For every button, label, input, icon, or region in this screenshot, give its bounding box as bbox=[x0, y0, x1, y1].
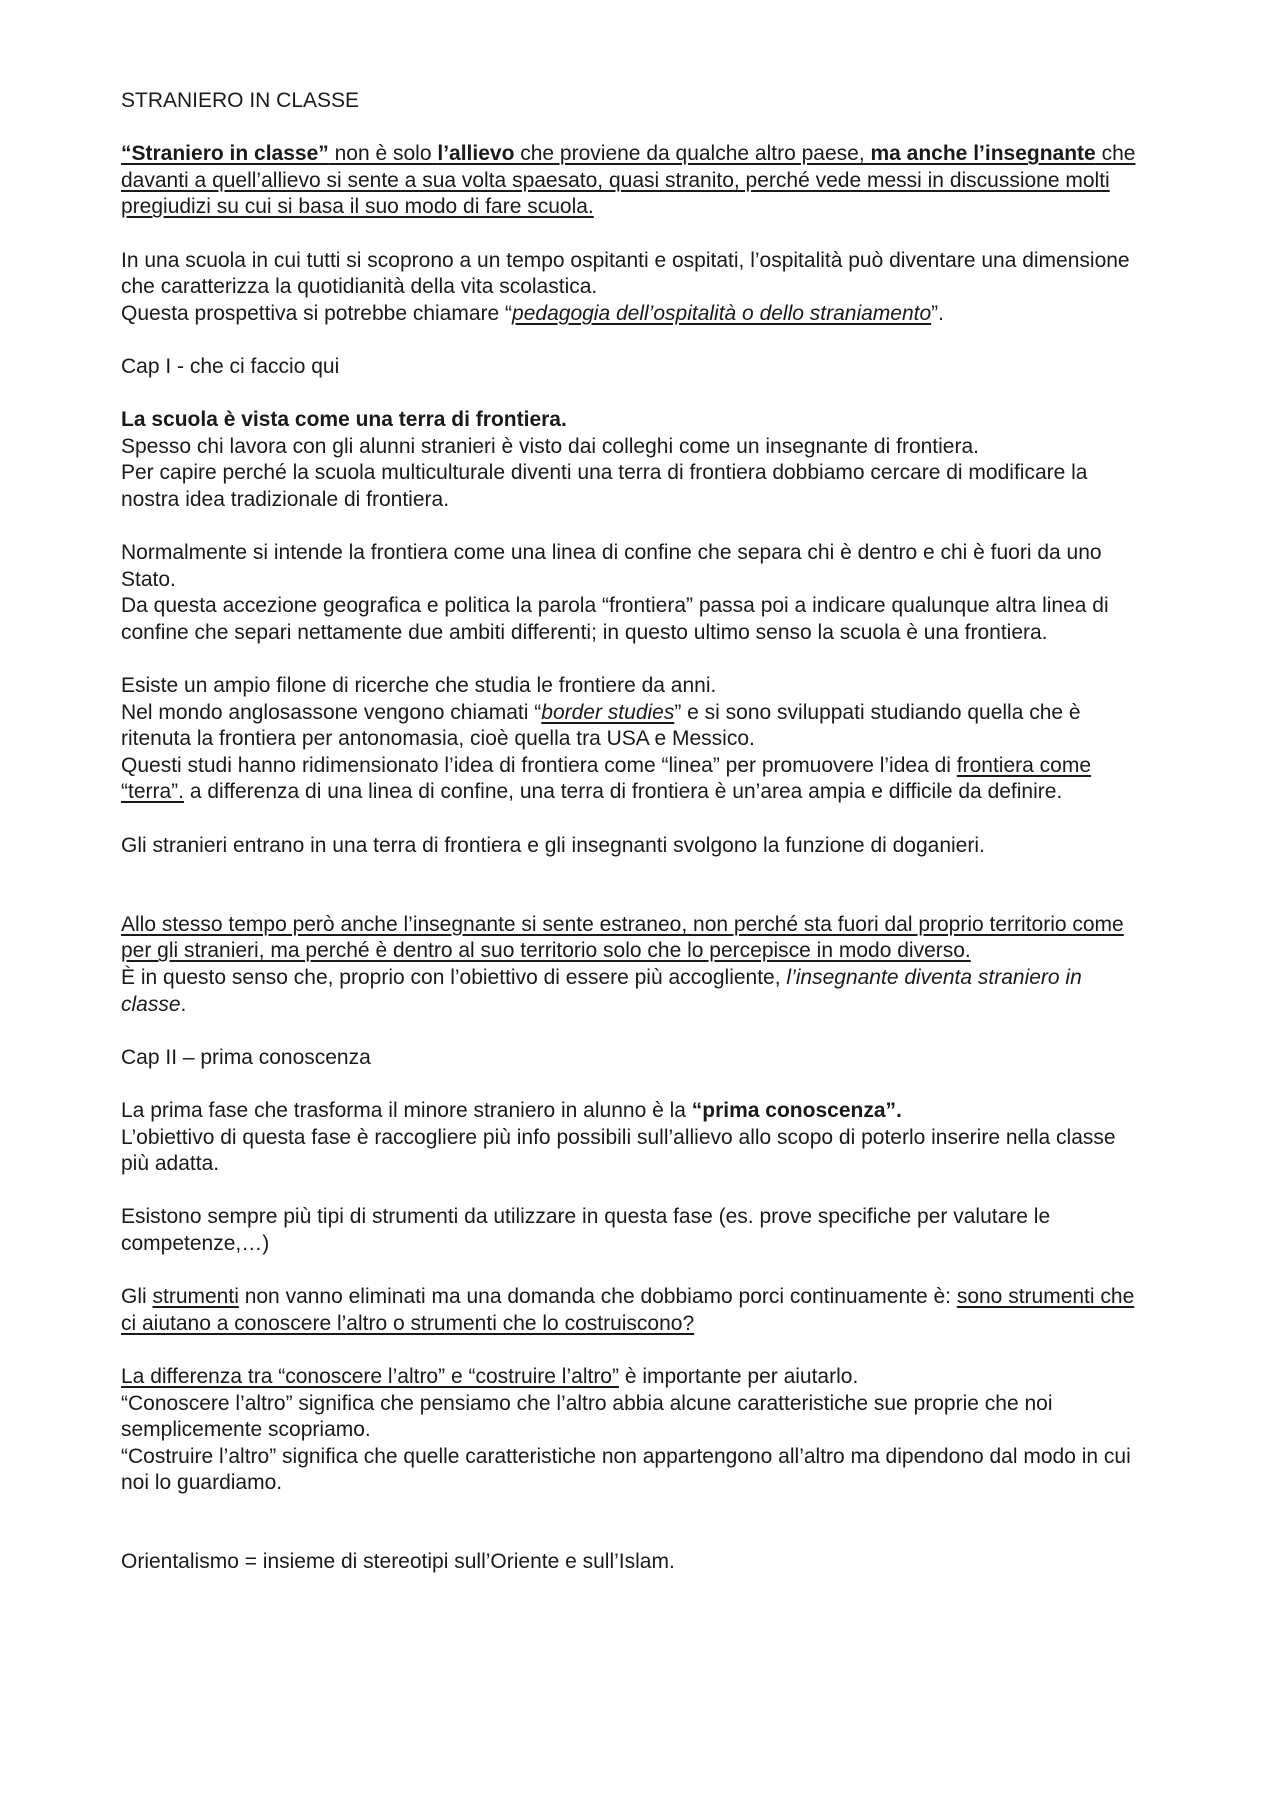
bold-term: “prima conoscenza”. bbox=[691, 1098, 902, 1122]
text-line: Per capire perché la scuola multiculturale diventi una terra di frontiera dobbiamo cercare di modificare la nostra idea tradizionale di frontiera. bbox=[121, 461, 1088, 511]
text-span: non è solo bbox=[328, 142, 438, 166]
text-line: L’obiettivo di questa fase è raccogliere più info possibili sull’allievo allo scopo di poterlo inserire nella classe più adatta. bbox=[121, 1125, 1116, 1176]
text-span: Questi studi hanno ridimensionato l’idea di frontiera come “linea” per promuovere l’idea di bbox=[121, 753, 957, 777]
text-span: che davanti a quell’allievo si sente a sua volta spaesato, quasi stranito, perché vede messi in discussione molti pregiudizi su cui si basa il suo modo di fare scuola. bbox=[121, 142, 1136, 219]
italic-underlined-term: border studies bbox=[541, 700, 675, 724]
text-span: La prima fase che trasforma il minore straniero in alunno è la bbox=[121, 1098, 692, 1122]
text-line bbox=[121, 301, 1140, 328]
bold-underlined-term: “Straniero in classe” bbox=[121, 142, 329, 166]
text-line: “Costruire l’altro” significa che quelle caratteristiche non appartengono all’altro ma dipendono dal modo in cui noi lo guardiamo. bbox=[121, 1444, 1131, 1495]
paragraph-orientalismo: Orientalismo = insieme di stereotipi sull’Oriente e sull’Islam. bbox=[121, 1550, 675, 1574]
paragraph-frontiera-definition bbox=[121, 540, 1140, 646]
text-line bbox=[121, 753, 1140, 806]
text-line bbox=[121, 1098, 1140, 1125]
text-span: è importante per aiutarlo. bbox=[618, 1364, 859, 1388]
text-span: ” e si sono sviluppati studiando quella che è ritenuta la frontiera per antonomasia, cioè quella tra USA e Messico. bbox=[121, 700, 1081, 751]
text-span: Nel mondo anglosassone vengono chiamati “ bbox=[121, 700, 542, 724]
chapter-heading-1: Cap I - che ci faccio qui bbox=[121, 354, 340, 378]
text-span: non vanno eliminati ma una domanda che dobbiamo porci continuamente è: bbox=[238, 1285, 957, 1309]
italic-term: l’insegnante diventa straniero in classe bbox=[121, 966, 1082, 1016]
text-line: In una scuola in cui tutti si scoprono a un tempo ospitanti e ospitati, l’ospitalità può diventare una dimensione che caratterizza la quotidianità della vita scolastica. bbox=[121, 248, 1130, 299]
underlined-term: frontiera come “terra”. bbox=[121, 753, 1092, 804]
paragraph-strumenti-tipi: Esistono sempre più tipi di strumenti da utilizzare in questa fase (es. prove specifiche per valutare le competenze,…) bbox=[121, 1205, 1051, 1255]
paragraph-conoscere-costruire bbox=[121, 1364, 1140, 1497]
paragraph-straniero-definition bbox=[121, 141, 1140, 221]
blank-line bbox=[121, 886, 1140, 912]
paragraph-prima-conoscenza bbox=[121, 1098, 1140, 1178]
text-span: che proviene da qualche altro paese, bbox=[514, 142, 871, 166]
underlined-question: sono strumenti che ci aiutano a conoscere l’altro o strumenti che lo costruiscono? bbox=[121, 1285, 1135, 1335]
bold-heading: La scuola è vista come una terra di frontiera. bbox=[121, 408, 567, 432]
text-line: Da questa accezione geografica e politica la parola “frontiera” passa poi a indicare qualunque altra linea di confine che separi nettamente due ambiti differenti; in questo ultimo senso la scuola è una frontiera. bbox=[121, 594, 1109, 644]
underlined-term: strumenti bbox=[152, 1285, 239, 1309]
blank-line bbox=[121, 1523, 1140, 1549]
text-line bbox=[121, 700, 1140, 753]
text-line: Esiste un ampio filone di ricerche che studia le frontiere da anni. bbox=[121, 674, 717, 698]
text-span: . bbox=[180, 992, 187, 1016]
paragraph-border-studies bbox=[121, 673, 1140, 806]
section-heading bbox=[121, 407, 1140, 434]
text-line: Normalmente si intende la frontiera come una linea di confine che separa chi è dentro e chi è fuori da uno Stato. bbox=[121, 541, 1102, 591]
text-span: Questa prospettiva si potrebbe chiamare “ bbox=[121, 301, 513, 325]
text-line bbox=[121, 965, 1140, 1018]
paragraph-insegnante-estraneo bbox=[121, 912, 1140, 1018]
chapter-heading-2: Cap II – prima conoscenza bbox=[121, 1045, 371, 1069]
underlined-term: La differenza tra “conoscere l’altro” e “costruire l’altro” bbox=[121, 1364, 619, 1388]
document-title: STRANIERO IN CLASSE bbox=[121, 89, 360, 112]
paragraph-frontiera-intro bbox=[121, 407, 1140, 513]
paragraph-doganieri: Gli stranieri entrano in una terra di frontiera e gli insegnanti svolgono la funzione di doganieri. bbox=[121, 833, 985, 857]
underlined-line: Allo stesso tempo però anche l’insegnante si sente estraneo, non perché sta fuori dal proprio territorio come per gli stranieri, ma perché è dentro al suo territorio solo che lo percepisce in modo diverso. bbox=[121, 912, 1124, 963]
text-span: È in questo senso che, proprio con l’obiettivo di essere più accogliente, bbox=[121, 966, 787, 989]
text-line bbox=[121, 1364, 1140, 1391]
paragraph-strumenti-domanda bbox=[121, 1284, 1140, 1337]
paragraph-ospitalita bbox=[121, 248, 1140, 328]
text-line: “Conoscere l’altro” significa che pensiamo che l’altro abbia alcune caratteristiche sue proprie che noi semplicemente scopriamo. bbox=[121, 1391, 1053, 1442]
text-span: a differenza di una linea di confine, una terra di frontiera è un’area ampia e difficile da definire. bbox=[184, 780, 1063, 804]
text-span: ”. bbox=[931, 301, 944, 325]
text-span: Gli bbox=[121, 1285, 153, 1309]
text-line: Spesso chi lavora con gli alunni stranieri è visto dai colleghi come un insegnante di frontiera. bbox=[121, 434, 979, 458]
bold-underlined-term: l’allievo bbox=[437, 142, 515, 166]
italic-underlined-term: pedagogia dell’ospitalità o dello straniamento bbox=[512, 301, 932, 325]
bold-underlined-term: ma anche l’insegnante bbox=[870, 142, 1096, 166]
